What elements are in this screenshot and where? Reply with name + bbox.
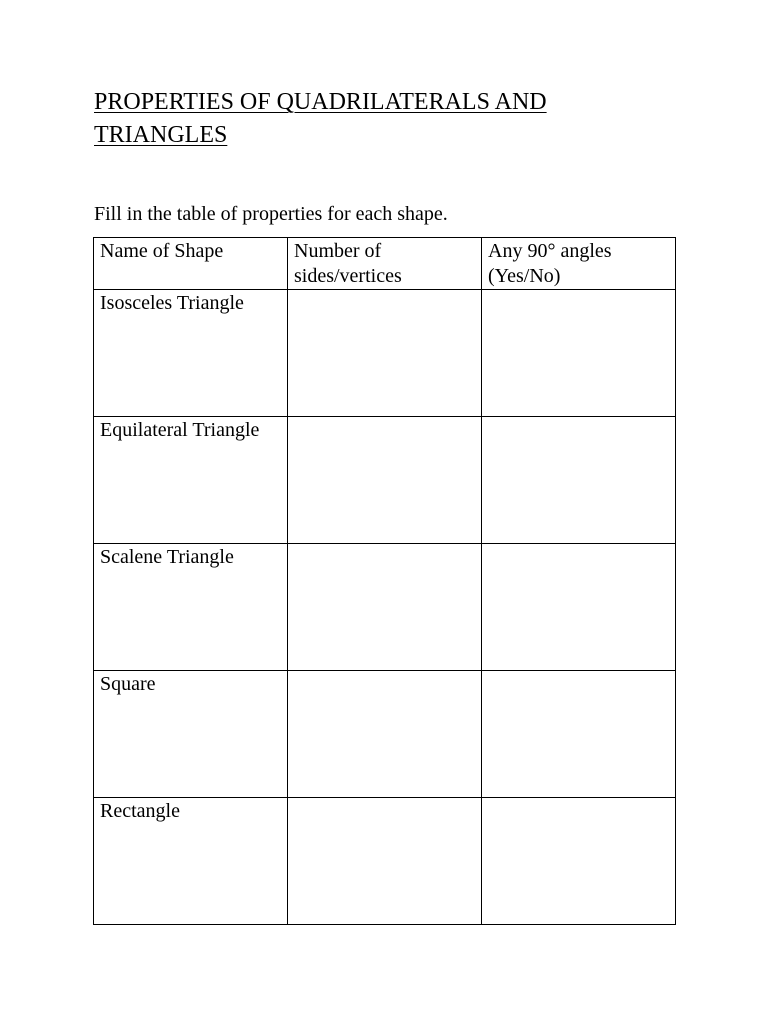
table-row [94,290,676,417]
right-angles-answer-cell[interactable] [482,671,676,798]
shape-name-cell: Square [94,671,288,798]
sides-answer-cell[interactable] [288,671,482,798]
header-name-of-shape: Name of Shape [94,238,288,290]
shape-name-cell: Isosceles Triangle [94,290,288,417]
table-header-row [94,238,676,290]
header-number-of-sides: Number of sides/vertices [288,238,482,290]
right-angles-answer-cell[interactable] [482,544,676,671]
table-row [94,671,676,798]
right-angles-answer-cell[interactable] [482,798,676,925]
instruction-text: Fill in the table of properties for each shape. [94,203,448,225]
sides-answer-cell[interactable] [288,290,482,417]
header-right-angles: Any 90° angles (Yes/No) [482,238,676,290]
page-title [94,86,694,152]
sides-answer-cell[interactable] [288,544,482,671]
table-row [94,544,676,671]
sides-answer-cell[interactable] [288,798,482,925]
right-angles-answer-cell[interactable] [482,290,676,417]
title-line-2: TRIANGLES [94,122,228,148]
table-row [94,798,676,925]
properties-table [93,237,676,925]
table-row [94,417,676,544]
shape-name-cell: Equilateral Triangle [94,417,288,544]
title-line-1: PROPERTIES OF QUADRILATERALS AND [94,89,547,115]
shape-name-cell: Rectangle [94,798,288,925]
shape-name-cell: Scalene Triangle [94,544,288,671]
right-angles-answer-cell[interactable] [482,417,676,544]
sides-answer-cell[interactable] [288,417,482,544]
